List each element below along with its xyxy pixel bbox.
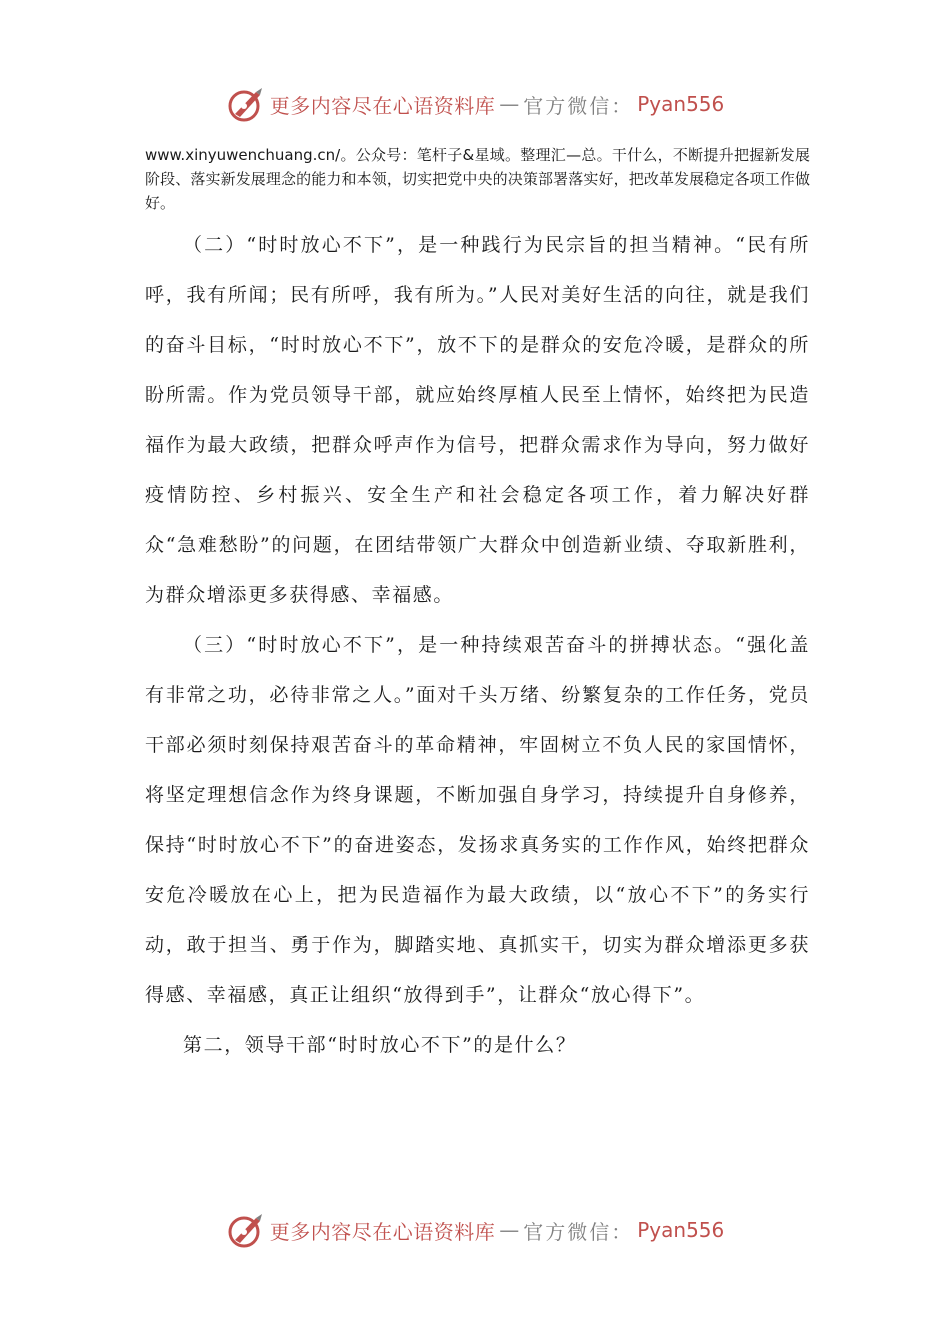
pen-logo-icon xyxy=(226,84,266,124)
watermark-dash: — xyxy=(499,92,520,116)
paragraph-section-two: （二）“时时放心不下”，是一种践行为民宗旨的担当精神。“民有所呼，我有所闻；民有所呼，我有所为。”人民对美好生活的向往，就是我们的奋斗目标，“时时放心不下”，放不下的是群众的安危冷暖，是群众的所盼所需。作为党员领导干部，就应始终厚植人民至上情怀，始终把为民造福作为最大政绩，把群众呼声作为信号，把群众需求作为导向，努力做好疫情防控、乡村振兴、安全生产和社会稳定各项工作，着力解决好群众“急难愁盼”的问题，在团结带领广大群众中创造新业绩、夺取新胜利，为群众增添更多获得感、幸福感。 xyxy=(145,234,810,606)
watermark-wechat-id: Pyan556 xyxy=(637,92,725,116)
document-body xyxy=(145,143,810,1070)
paragraph-section-three: （三）“时时放心不下”，是一种持续艰苦奋斗的拼搏状态。“强化盖有非常之功，必待非常之人。”面对千头万绪、纷繁复杂的工作任务，党员干部必须时刻保持艰苦奋斗的革命精神，牢固树立不负人民的家国情怀，将坚定理想信念作为终身课题，不断加强自身学习，持续提升自身修养，保持“时时放心不下”的奋进姿态，发扬求真务实的工作作风，始终把群众安危冷暖放在心上，把为民造福作为最大政绩，以“放心不下”的务实行动，敢于担当、勇于作为，脚踏实地、真抓实干，切实为群众增添更多获得感、幸福感，真正让组织“放得到手”，让群众“放心得下”。 xyxy=(145,634,810,1006)
watermark-official-label: 官方微信： xyxy=(523,1219,634,1244)
watermark-dash: — xyxy=(499,1218,520,1242)
watermark-main-text: 更多内容尽在心语资料库 xyxy=(269,1219,496,1244)
watermark-official-label: 官方微信： xyxy=(523,93,634,118)
paragraph-intro: www.xinyuwenchuang.cn/。公众号：笔杆子&星域。整理汇—总。干什么，不断提升把握新发展阶段、落实新发展理念的能力和本领，切实把党中央的决策部署落实好，把改革发展稳定各项工作做好。 xyxy=(145,146,810,212)
pen-logo-icon xyxy=(226,1210,266,1250)
watermark-header xyxy=(0,82,950,126)
watermark-main-text: 更多内容尽在心语资料库 xyxy=(269,93,496,118)
question-heading: 第二，领导干部“时时放心不下”的是什么？ xyxy=(183,1034,577,1056)
watermark-footer xyxy=(0,1208,950,1252)
watermark-wechat-id: Pyan556 xyxy=(637,1218,725,1242)
